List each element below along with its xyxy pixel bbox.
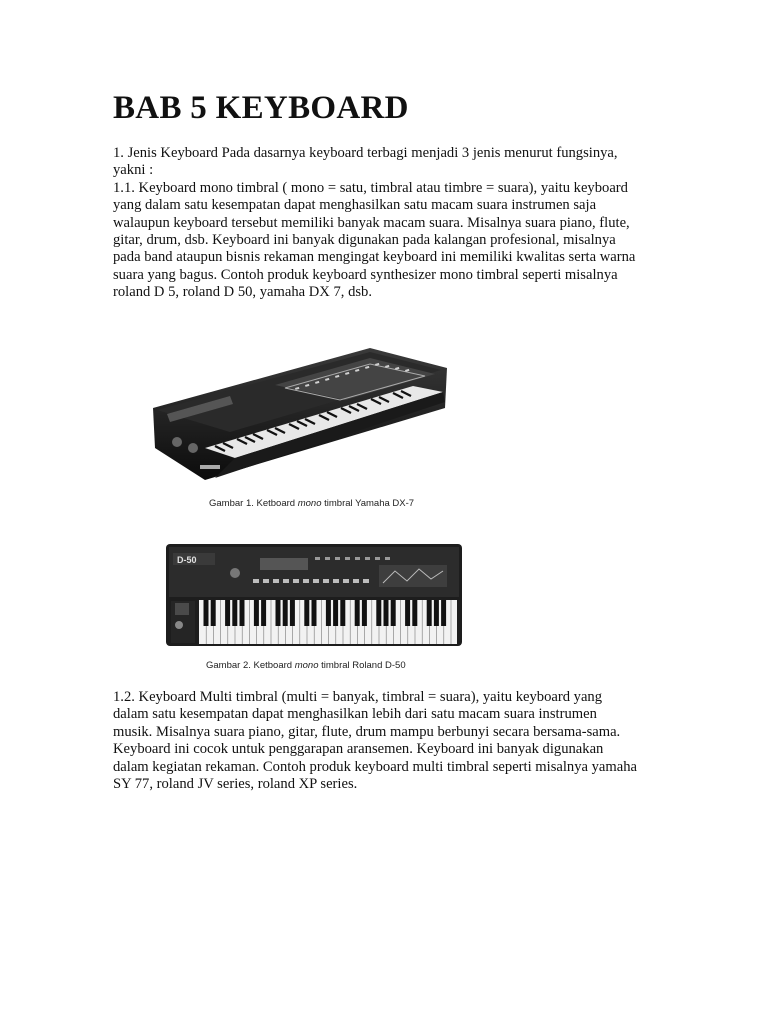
paragraph-multi-timbral — [113, 689, 673, 793]
keyboard-roland-photo — [165, 543, 463, 647]
device-logo-text: D-50 — [177, 555, 197, 565]
text-line: musik. Misalnya suara piano, gitar, flute, drum mampu berbunyi secara bersama-sama. — [113, 723, 621, 740]
keyboard-yamaha-photo — [145, 330, 455, 490]
text-line: SY 77, roland JV series, roland XP series. — [113, 776, 358, 793]
text-line: suara yang bagus. Contoh produk keyboard synthesizer mono timbral seperti misalnya — [113, 266, 618, 283]
text-line: 1.2. Keyboard Multi timbral (multi = banyak, timbral = suara), yaitu keyboard yang — [113, 689, 603, 705]
text-line: dalam satu kesempatan dapat menghasilkan lebih dari satu macam suara instrumen — [113, 706, 597, 723]
caption-italic-text: mono — [297, 498, 322, 509]
paragraph-intro — [113, 145, 673, 302]
figure-roland-d50-image — [165, 543, 463, 647]
text-line: walaupun keyboard tersebut memiliki banyak macam suara. Misalnya suara piano, flute, — [113, 214, 630, 231]
text-line: 1.1. Keyboard mono timbral ( mono = satu, timbral atau timbre = suara), yaitu keyboard — [113, 179, 628, 196]
text-line: yakni : — [113, 162, 154, 179]
caption-text: Gambar 2. Ketboard — [206, 660, 295, 671]
text-line: pada band ataupun bisnis rekaman mengingat keyboard ini memiliki kwalitas serta warna — [113, 249, 636, 266]
caption-text: timbral Yamaha DX-7 — [321, 498, 415, 509]
caption-text: timbral Roland D-50 — [318, 660, 406, 671]
text-line: yang dalam satu kesempatan dapat menghasilkan satu macam suara instrumen saja — [113, 197, 597, 214]
caption-italic-text: mono — [294, 660, 319, 671]
text-line: gitar, drum, dsb. Keyboard ini banyak digunakan pada kalangan profesional, misalnya — [113, 232, 616, 249]
page-title: BAB 5 KEYBOARD — [113, 90, 409, 126]
text-line: dalam kegiatan rekaman. Contoh produk keyboard multi timbral seperti misalnya yamaha — [113, 758, 638, 775]
caption-text: Gambar 1. Ketboard — [209, 498, 298, 509]
figure-yamaha-dx7-image — [145, 330, 455, 490]
figure-caption-2 — [206, 660, 406, 671]
figure-caption-1 — [209, 498, 414, 509]
text-line: roland D 5, roland D 50, yamaha DX 7, dsb. — [113, 284, 372, 301]
text-line: Keyboard ini cocok untuk penggarapan aransemen. Keyboard ini banyak digunakan — [113, 741, 604, 758]
text-line: 1. Jenis Keyboard Pada dasarnya keyboard terbagi menjadi 3 jenis menurut fungsinya, — [113, 145, 618, 161]
